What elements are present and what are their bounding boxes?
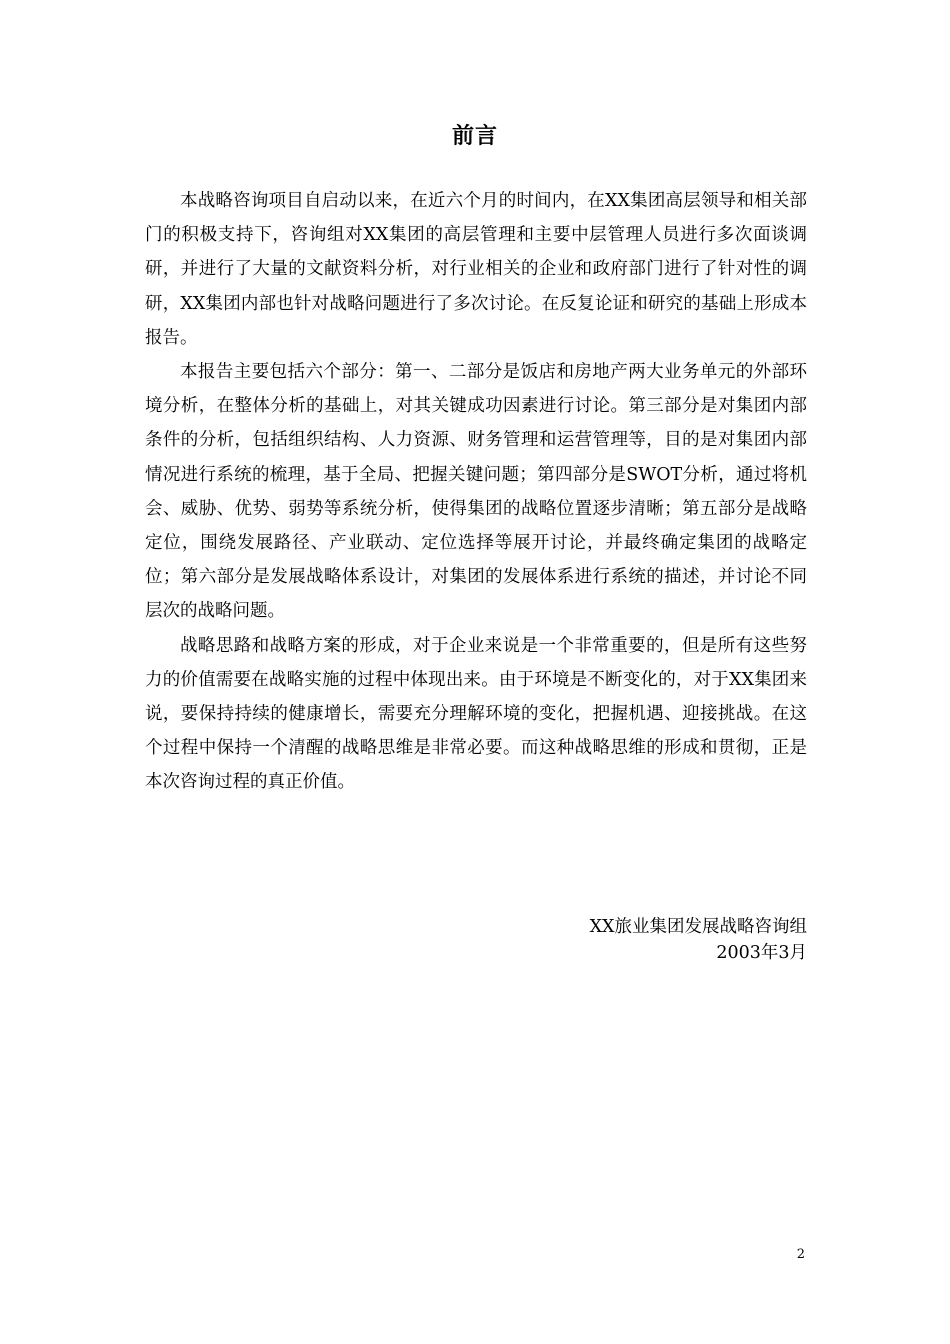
page-number: 2 <box>796 1247 805 1262</box>
paragraph-value: 战略思路和战略方案的形成，对于企业来说是一个非常重要的，但是所有这些努力的价值需要在战略实施的过程中体现出来。由于环境是不断变化的，对于XX集团来说，要保持持续的健康增长，需要充分理解环境的变化，把握机遇、迎接挑战。在这个过程中保持一个清醒的战略思维是非常必要。而这种战略思维的形成和贯彻，正是本次咨询过程的真正价值。 <box>145 635 807 793</box>
signature-date: 2003年3月 <box>716 943 807 963</box>
paragraph-intro: 本战略咨询项目自启动以来，在近六个月的时间内，在XX集团高层领导和相关部门的积极支持下，咨询组对XX集团的高层管理和主要中层管理人员进行多次面谈调研，并进行了大量的文献资料分析，对行业相关的企业和政府部门进行了针对性的调研，XX集团内部也针对战略问题进行了多次讨论。在反复论证和研究的基础上形成本报告。 <box>145 191 807 348</box>
paragraph-structure: 本报告主要包括六个部分：第一、二部分是饭店和房地产两大业务单元的外部环境分析，在整体分析的基础上，对其关键成功因素进行讨论。第三部分是对集团内部条件的分析，包括组织结构、人力资源、财务管理和运营管理等，目的是对集团内部情况进行系统的梳理，基于全局、把握关键问题；第四部分是SWOT分析，通过将机会、威胁、优势、弱势等系统分析，使得集团的战略位置逐步清晰；第五部分是战略定位，围绕发展路径、产业联动、定位选择等展开讨论，并最终确定集团的战略定位；第六部分是发展战略体系设计，对集团的发展体系进行系统的描述，并讨论不同层次的战略问题。 <box>145 362 807 622</box>
signature-block <box>590 914 807 966</box>
body-text <box>145 184 807 800</box>
page-title: 前言 <box>451 124 498 149</box>
signature-organization: XX旅业集团发展战略咨询组 <box>589 917 807 937</box>
